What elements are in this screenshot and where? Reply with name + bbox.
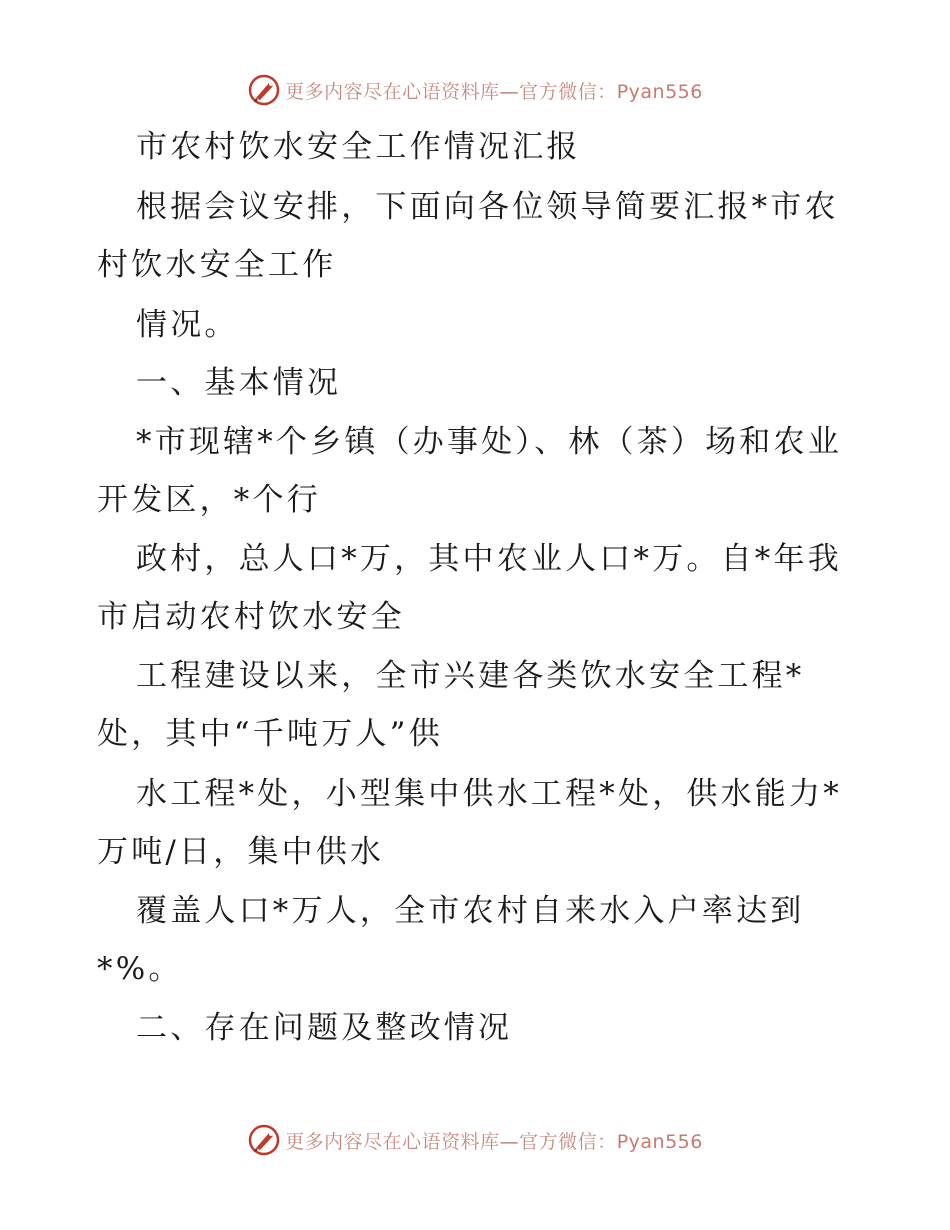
watermark-dash: — [499, 80, 520, 103]
watermark-wechat-id: Pyan556 [616, 1130, 703, 1153]
paragraph-line: 政村，总人口*万，其中农业人口*万。自*年我 [136, 541, 842, 577]
paragraph-line: 覆盖人口*万人，全市农村自来水入户率达到 [136, 893, 805, 929]
watermark-main: 更多内容尽在心语资料库 [285, 80, 500, 103]
watermark-wechat-id: Pyan556 [616, 80, 703, 103]
footer-watermark [0, 1120, 950, 1160]
paragraph-line: 开发区，*个行 [97, 482, 321, 518]
pen-logo-icon [247, 73, 281, 107]
paragraph-line: 村饮水安全工作 [97, 247, 337, 283]
paragraph-line: 市启动农村饮水安全 [97, 599, 405, 635]
watermark-text [285, 1127, 703, 1154]
header-watermark [0, 70, 950, 110]
watermark-main: 更多内容尽在心语资料库 [285, 1130, 500, 1153]
paragraph-line: 情况。 [136, 307, 239, 343]
paragraph-line: 处，其中“千吨万人”供 [97, 716, 443, 752]
watermark-dash: — [499, 1130, 520, 1153]
paragraph-line: 万吨/日，集中供水 [97, 834, 385, 870]
section-heading: 二、存在问题及整改情况 [136, 1010, 513, 1046]
paragraph-line: *%。 [97, 951, 183, 987]
section-heading: 一、基本情况 [136, 365, 342, 401]
watermark-text [285, 77, 703, 104]
paragraph-line: 根据会议安排，下面向各位领导简要汇报*市农 [136, 189, 839, 225]
watermark-label: 官方微信： [519, 1130, 617, 1153]
paragraph-line: *市现辖*个乡镇（办事处）、林（茶）场和农业 [136, 424, 842, 460]
paragraph-line: 工程建设以来，全市兴建各类饮水安全工程* [136, 658, 805, 694]
pen-logo-icon [247, 1123, 281, 1157]
watermark-label: 官方微信： [519, 80, 617, 103]
document-title: 市农村饮水安全工作情况汇报 [136, 129, 581, 165]
paragraph-line: 水工程*处，小型集中供水工程*处，供水能力* [136, 776, 842, 812]
